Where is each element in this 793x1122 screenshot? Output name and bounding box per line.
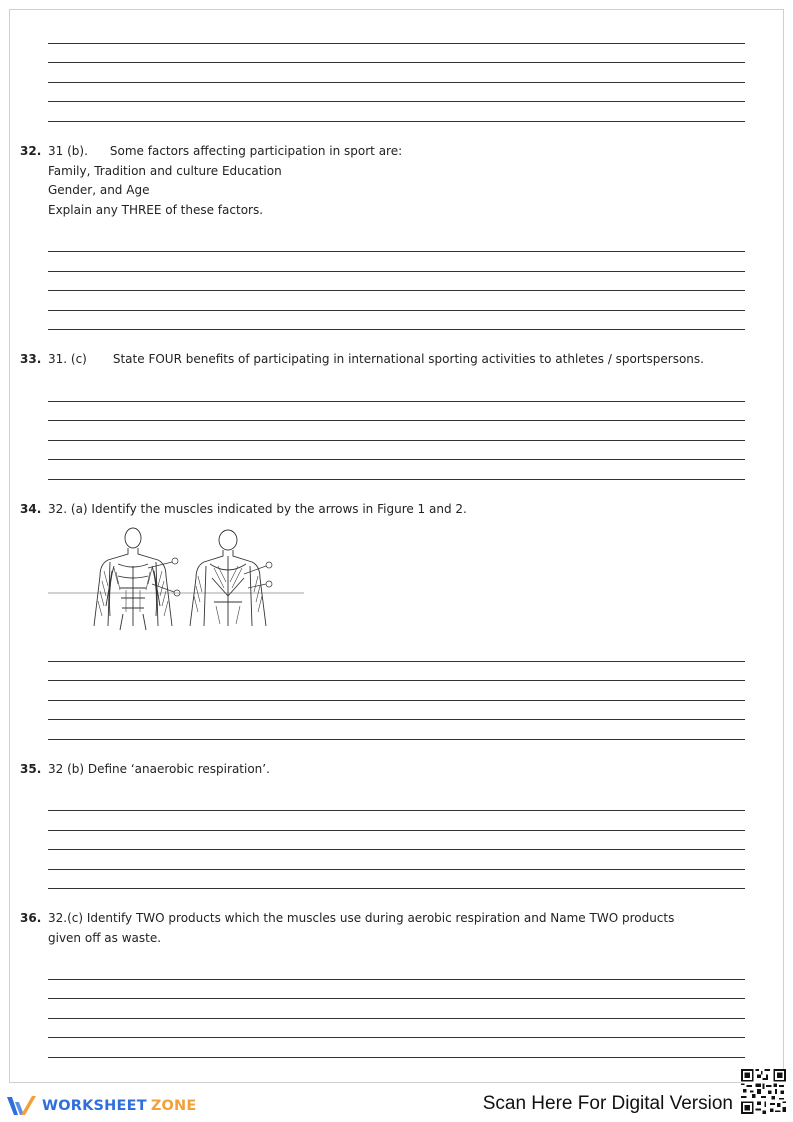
answer-line[interactable] <box>48 810 745 811</box>
answer-line[interactable] <box>48 888 745 889</box>
front-body-figure <box>94 528 172 630</box>
question-line: Explain any THREE of these factors. <box>48 202 264 217</box>
scan-digital-version-text: Scan Here For Digital Version <box>482 1093 733 1114</box>
label-marker-4 <box>266 581 272 587</box>
question-text: 32. (a) Identify the muscles indicated by the arrows in Figure 1 and 2. <box>48 502 467 516</box>
question-number: 36. <box>20 911 42 925</box>
question-text <box>48 350 748 370</box>
question-stem: State FOUR benefits of participating in international sporting activities to athletes / sportspersons. <box>112 352 704 366</box>
arrow-3 <box>244 566 266 574</box>
logo-word-zone: ZONE <box>150 1098 197 1114</box>
logo-word-worksheet: WORKSHEET <box>42 1098 147 1114</box>
question-ref: 31 (b). <box>48 144 88 158</box>
arrow-1 <box>148 562 172 568</box>
question-line: 32.(c) Identify TWO products which the muscles use during aerobic respiration and Name TWO products <box>48 911 675 925</box>
logo-text <box>42 1098 197 1114</box>
answer-line[interactable] <box>48 82 745 83</box>
worksheet-zone-logo[interactable] <box>6 1093 197 1119</box>
question-text: 32 (b) Define ‘anaerobic respiration’. <box>48 762 270 776</box>
answer-line[interactable] <box>48 869 745 870</box>
answer-line[interactable] <box>48 401 745 402</box>
question-number: 33. <box>20 352 42 366</box>
answer-line[interactable] <box>48 459 745 460</box>
answer-line[interactable] <box>48 1018 745 1019</box>
answer-line[interactable] <box>48 739 745 740</box>
question-number: 32. <box>20 144 42 158</box>
answer-line[interactable] <box>48 329 745 330</box>
answer-line[interactable] <box>48 121 745 122</box>
answer-line[interactable] <box>48 101 745 102</box>
label-marker-1 <box>172 558 178 564</box>
logo-w-icon <box>6 1094 38 1118</box>
answer-line[interactable] <box>48 719 745 720</box>
question-line: Family, Tradition and culture Education <box>48 163 282 178</box>
question-line: Gender, and Age <box>48 183 150 197</box>
answer-line[interactable] <box>48 998 745 999</box>
question-text <box>48 909 748 948</box>
label-marker-3 <box>266 562 272 568</box>
question-number: 35. <box>20 762 42 776</box>
answer-line[interactable] <box>48 680 745 681</box>
answer-line[interactable] <box>48 979 745 980</box>
answer-line[interactable] <box>48 1057 745 1058</box>
answer-line[interactable] <box>48 251 745 252</box>
answer-line[interactable] <box>48 310 745 311</box>
answer-line[interactable] <box>48 700 745 701</box>
answer-line[interactable] <box>48 62 745 63</box>
answer-line[interactable] <box>48 830 745 831</box>
answer-line[interactable] <box>48 271 745 272</box>
question-stem: Some factors affecting participation in sport are: <box>109 144 403 158</box>
answer-line[interactable] <box>48 420 745 421</box>
question-ref: 31. (c) <box>48 352 87 366</box>
question-text <box>48 142 748 220</box>
answer-line[interactable] <box>48 849 745 850</box>
muscle-figure <box>48 526 308 632</box>
back-body-figure <box>190 530 266 626</box>
question-number: 34. <box>20 502 42 516</box>
qr-code-icon[interactable] <box>741 1069 786 1114</box>
answer-line[interactable] <box>48 479 745 480</box>
answer-line[interactable] <box>48 661 745 662</box>
answer-line[interactable] <box>48 440 745 441</box>
answer-line[interactable] <box>48 1037 745 1038</box>
answer-line[interactable] <box>48 43 745 44</box>
answer-line[interactable] <box>48 290 745 291</box>
question-line: given off as waste. <box>48 930 162 945</box>
